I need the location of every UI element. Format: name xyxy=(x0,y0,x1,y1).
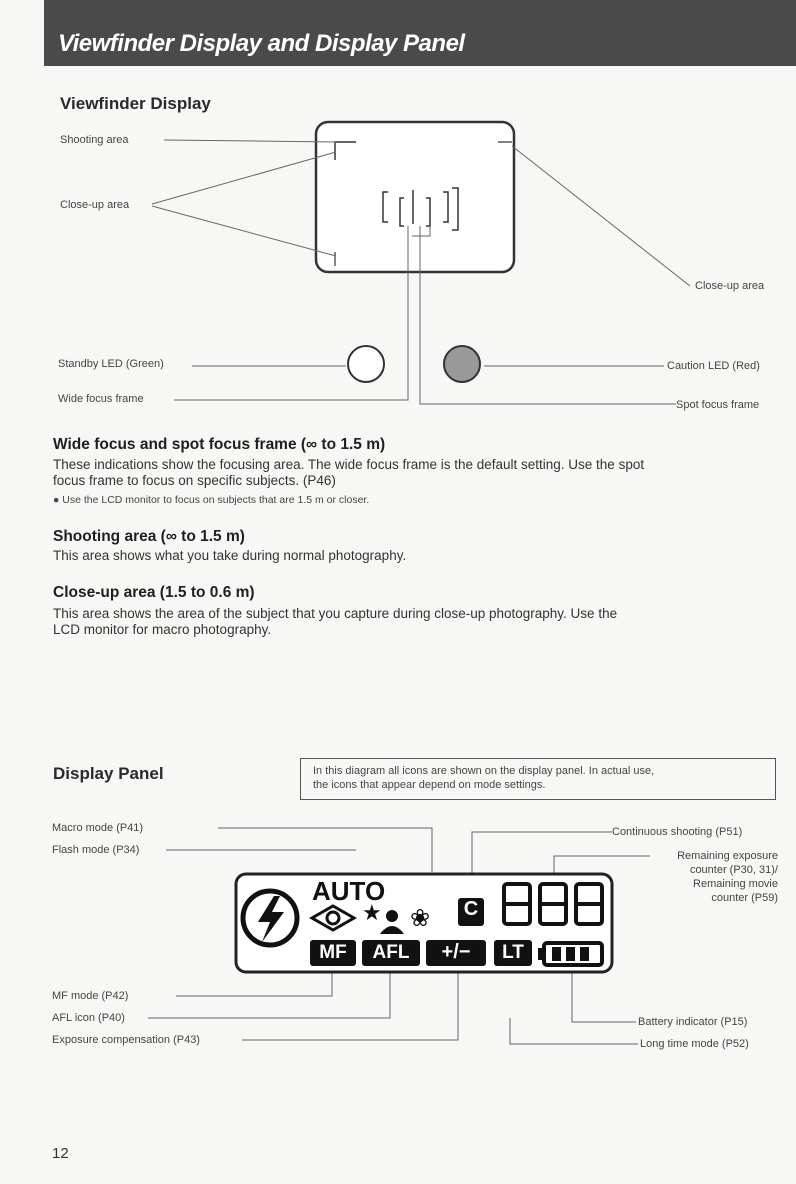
section-title-wide-focus: Wide focus and spot focus frame (∞ to 1.5 m) xyxy=(53,436,386,453)
label-close-up-area-left: Close-up area xyxy=(60,199,130,211)
svg-text:❀: ❀ xyxy=(410,904,431,932)
label-macro-mode: Macro mode (P41) xyxy=(52,822,144,834)
mf-text: MF xyxy=(319,942,347,963)
continuous-c-text: C xyxy=(463,898,479,920)
page-number: 12 xyxy=(52,1145,69,1162)
text-line: LCD monitor for macro photography. xyxy=(53,622,272,637)
label-spot-focus-frame: Spot focus frame xyxy=(676,399,760,411)
bullet-text: Use the LCD monitor to focus on subjects that are 1.5 m or closer. xyxy=(62,494,370,506)
text-line: This area shows what you take during normal photography. xyxy=(53,548,407,563)
label-wide-focus-frame: Wide focus frame xyxy=(58,393,144,405)
macro-mode-icon xyxy=(410,904,430,932)
bullet-dot-icon: ● xyxy=(53,494,63,506)
text-line: counter (P30, 31)/ xyxy=(689,864,778,876)
text-line: Remaining exposure xyxy=(677,850,778,862)
note-line: the icons that appear depend on mode settings. xyxy=(313,779,546,791)
label-continuous-shooting: Continuous shooting (P51) xyxy=(612,826,743,838)
text-line: Remaining movie xyxy=(693,878,778,890)
lt-text: LT xyxy=(502,942,524,963)
viewfinder-heading: Viewfinder Display xyxy=(60,94,211,113)
text-line: These indications show the focusing area. The wide focus frame is the default setting. Use the spot xyxy=(53,457,645,472)
label-shooting-area: Shooting area xyxy=(60,134,129,146)
label-standby-led: Standby LED (Green) xyxy=(58,358,164,370)
afl-text: AFL xyxy=(372,942,410,963)
label-mf-mode: MF mode (P42) xyxy=(52,990,129,1002)
page-title: Viewfinder Display and Display Panel xyxy=(58,30,465,57)
display-panel-heading: Display Panel xyxy=(53,764,164,783)
text-line: This area shows the area of the subject that you capture during close-up photography. Use the xyxy=(53,606,618,621)
svg-text:★: ★ xyxy=(362,901,382,926)
section-title-shooting-area: Shooting area (∞ to 1.5 m) xyxy=(53,528,245,545)
text-line: counter (P59) xyxy=(711,892,778,904)
label-battery-indicator: Battery indicator (P15) xyxy=(638,1016,748,1028)
label-caution-led: Caution LED (Red) xyxy=(667,360,760,372)
label-afl-icon: AFL icon (P40) xyxy=(52,1012,125,1024)
label-remaining-exposure xyxy=(640,849,778,905)
label-long-time-mode: Long time mode (P52) xyxy=(640,1038,749,1050)
note-line: In this diagram all icons are shown on the display panel. In actual use, xyxy=(313,765,655,777)
section-title-close-up-area: Close-up area (1.5 to 0.6 m) xyxy=(53,584,255,601)
auto-mode-text: AUTO xyxy=(312,876,386,906)
label-flash-mode: Flash mode (P34) xyxy=(52,844,140,856)
text-line: focus frame to focus on specific subjects. (P46) xyxy=(53,473,336,488)
label-close-up-area-right: Close-up area xyxy=(695,280,765,292)
label-exposure-compensation: Exposure compensation (P43) xyxy=(52,1034,200,1046)
plus-minus-text: +/− xyxy=(441,941,471,963)
